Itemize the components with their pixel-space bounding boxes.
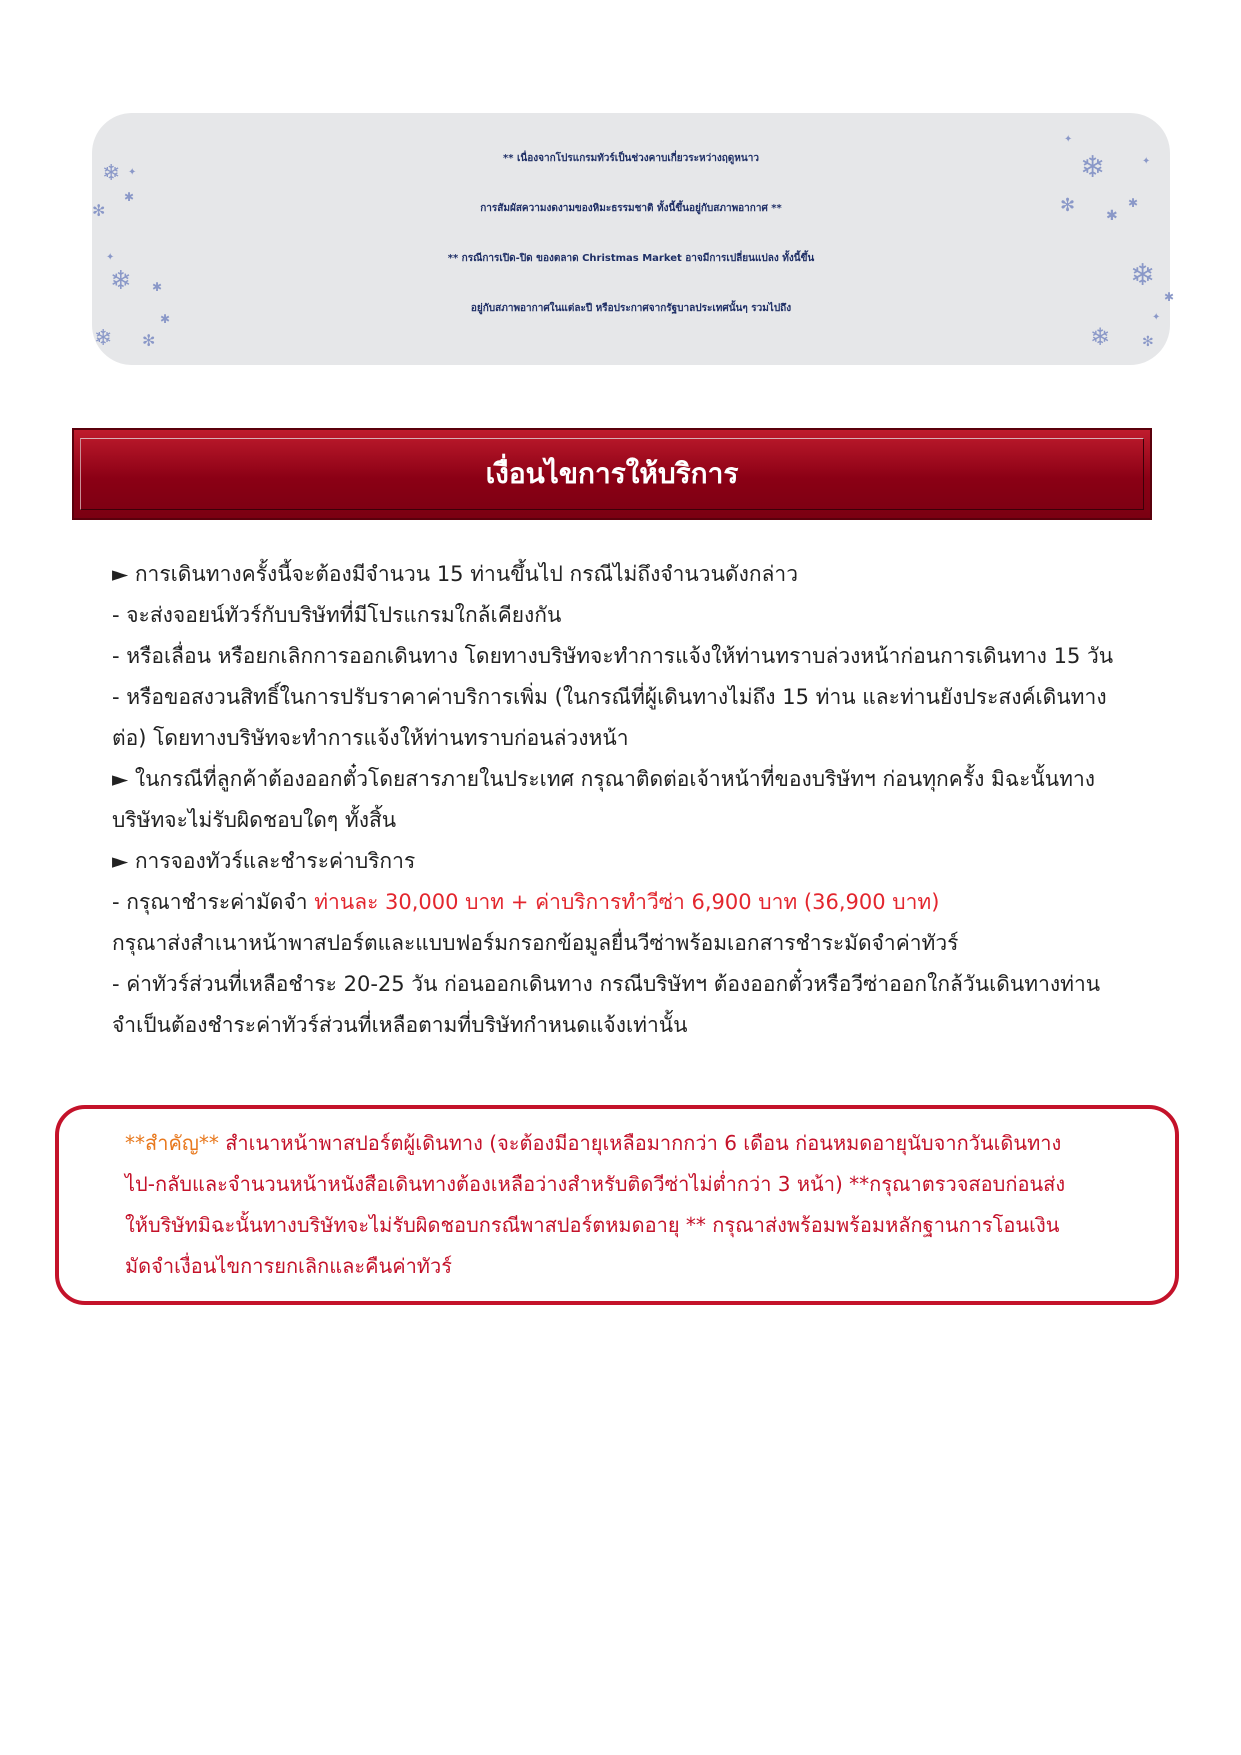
notice-line-2: การสัมผัสความงดงามของหิมะธรรมชาติ ทั้งนี้ขึ้นอยู่กับสภาพอากาศ ** bbox=[480, 203, 782, 214]
notice-line-1: ** เนื่องจากโปรแกรมทัวร์เป็นช่วงคาบเกี่ยวระหว่างฤดูหนาว bbox=[503, 153, 759, 164]
term-line-12: จำเป็นต้องชำระค่าทัวร์ส่วนที่เหลือตามที่บริษัทกำหนดแจ้งเท่านั้น bbox=[112, 1013, 688, 1037]
snowflake-icon: ✻ bbox=[142, 331, 156, 350]
important-line-2: ไป-กลับและจำนวนหน้าหนังสือเดินทางต้องเหลือว่างสำหรับติดวีซ่าไม่ต่ำกว่า 3 หน้า) **กรุณาตรวจสอบก่อนส่ง bbox=[125, 1172, 1066, 1196]
snowflake-icon: ✦ bbox=[1064, 134, 1073, 145]
winter-notice-box bbox=[92, 113, 1175, 365]
snowflake-icon: ✱ bbox=[124, 190, 135, 204]
important-line-1 bbox=[125, 1123, 1175, 1164]
snowflake-icon: ❄ bbox=[102, 161, 121, 186]
notice-line-3: ** กรณีการเปิด-ปิด ของตลาด Christmas Market อาจมีการเปลี่ยนแปลง ทั้งนี้ขึ้น bbox=[447, 253, 815, 264]
snowflake-icon: ❄ bbox=[1080, 150, 1106, 185]
important-line-4: มัดจำเงื่อนไขการยกเลิกและคืนค่าทัวร์ bbox=[125, 1254, 452, 1278]
term-line-9 bbox=[112, 882, 1162, 923]
snowflake-icon: ❄ bbox=[94, 326, 113, 351]
service-conditions-banner bbox=[72, 428, 1152, 520]
snowflake-icon: ❄ bbox=[110, 266, 132, 296]
term-line-5: ต่อ) โดยทางบริษัทจะทำการแจ้งให้ท่านทราบก่อนล่วงหน้า bbox=[112, 726, 629, 750]
important-text bbox=[125, 1123, 1175, 1287]
term-line-4: - หรือขอสงวนสิทธิ์ในการปรับราคาค่าบริการเพิ่ม (ในกรณีที่ผู้เดินทางไม่ถึง 15 ท่าน และท่านยังประสงค์เดินทาง bbox=[112, 685, 1107, 709]
banner-title: เงื่อนไขการให้บริการ bbox=[485, 457, 739, 490]
snowflake-icon: ✻ bbox=[1142, 334, 1154, 350]
important-label: **สำคัญ** bbox=[125, 1131, 219, 1155]
snowflake-icon: ✱ bbox=[152, 280, 163, 294]
term-line-8: ► การจองทัวร์และชำระค่าบริการ bbox=[112, 849, 416, 873]
snowflake-icon: ✦ bbox=[1152, 312, 1161, 323]
term-line-1: ► การเดินทางครั้งนี้จะต้องมีจำนวน 15 ท่านขึ้นไป กรณีไม่ถึงจำนวนดังกล่าว bbox=[112, 562, 798, 586]
term-line-2: - จะส่งจอยน์ทัวร์กับบริษัทที่มีโปรแกรมใกล้เคียงกัน bbox=[112, 603, 562, 627]
important-line-1-text: สำเนาหน้าพาสปอร์ตผู้เดินทาง (จะต้องมีอายุเหลือมากกว่า 6 เดือน ก่อนหมดอายุนับจากวันเดินทาง bbox=[218, 1131, 1062, 1155]
snowflake-icon: ✦ bbox=[1142, 156, 1151, 167]
deposit-amount: ท่านละ 30,000 บาท + ค่าบริการทำวีซ่า 6,900 บาท (36,900 บาท) bbox=[314, 890, 940, 914]
notice-line-4: อยู่กับสภาพอากาศในแต่ละปี หรือประกาศจากรัฐบาลประเทศนั้นๆ รวมไปถึง bbox=[470, 303, 792, 314]
terms-section bbox=[112, 554, 1162, 1046]
snowflake-icon: ✱ bbox=[160, 312, 171, 326]
snowflake-icon: ✻ bbox=[1060, 195, 1076, 216]
snowflake-icon: ✻ bbox=[92, 201, 106, 220]
snowflake-icon: ❄ bbox=[1130, 258, 1156, 293]
important-line-3: ให้บริษัทมิฉะนั้นทางบริษัทจะไม่รับผิดชอบกรณีพาสปอร์ตหมดอายุ ** กรุณาส่งพร้อมพร้อมหลักฐานการโอนเงิน bbox=[125, 1213, 1060, 1237]
term-line-10: กรุณาส่งสำเนาหน้าพาสปอร์ตและแบบฟอร์มกรอกข้อมูลยื่นวีซ่าพร้อมเอกสารชำระมัดจำค่าทัวร์ bbox=[112, 931, 959, 955]
term-line-3: - หรือเลื่อน หรือยกเลิกการออกเดินทาง โดยทางบริษัทจะทำการแจ้งให้ท่านทราบล่วงหน้าก่อนการเดินทาง 15 วัน bbox=[112, 644, 1114, 668]
important-notice-box bbox=[55, 1105, 1179, 1305]
term-line-11: - ค่าทัวร์ส่วนที่เหลือชำระ 20-25 วัน ก่อนออกเดินทาง กรณีบริษัทฯ ต้องออกตั๋วหรือวีซ่าออกใกล้วันเดินทางท่าน bbox=[112, 972, 1101, 996]
term-line-6: ► ในกรณีที่ลูกค้าต้องออกตั๋วโดยสารภายในประเทศ กรุณาติดต่อเจ้าหน้าที่ของบริษัทฯ ก่อนทุกครั้ง มิฉะนั้นทาง bbox=[112, 767, 1096, 791]
snowflake-icon: ✦ bbox=[106, 252, 115, 263]
snowflake-icon: ✱ bbox=[1106, 208, 1118, 224]
term-line-7: บริษัทจะไม่รับผิดชอบใดๆ ทั้งสิ้น bbox=[112, 808, 397, 832]
snowflake-icon: ✦ bbox=[128, 167, 137, 178]
snowflake-icon: ✱ bbox=[1128, 196, 1139, 210]
snowflake-icon: ❄ bbox=[1090, 323, 1111, 351]
deposit-label: - กรุณาชำระค่ามัดจำ bbox=[112, 890, 315, 914]
snowflake-icon: ✱ bbox=[1164, 290, 1175, 304]
